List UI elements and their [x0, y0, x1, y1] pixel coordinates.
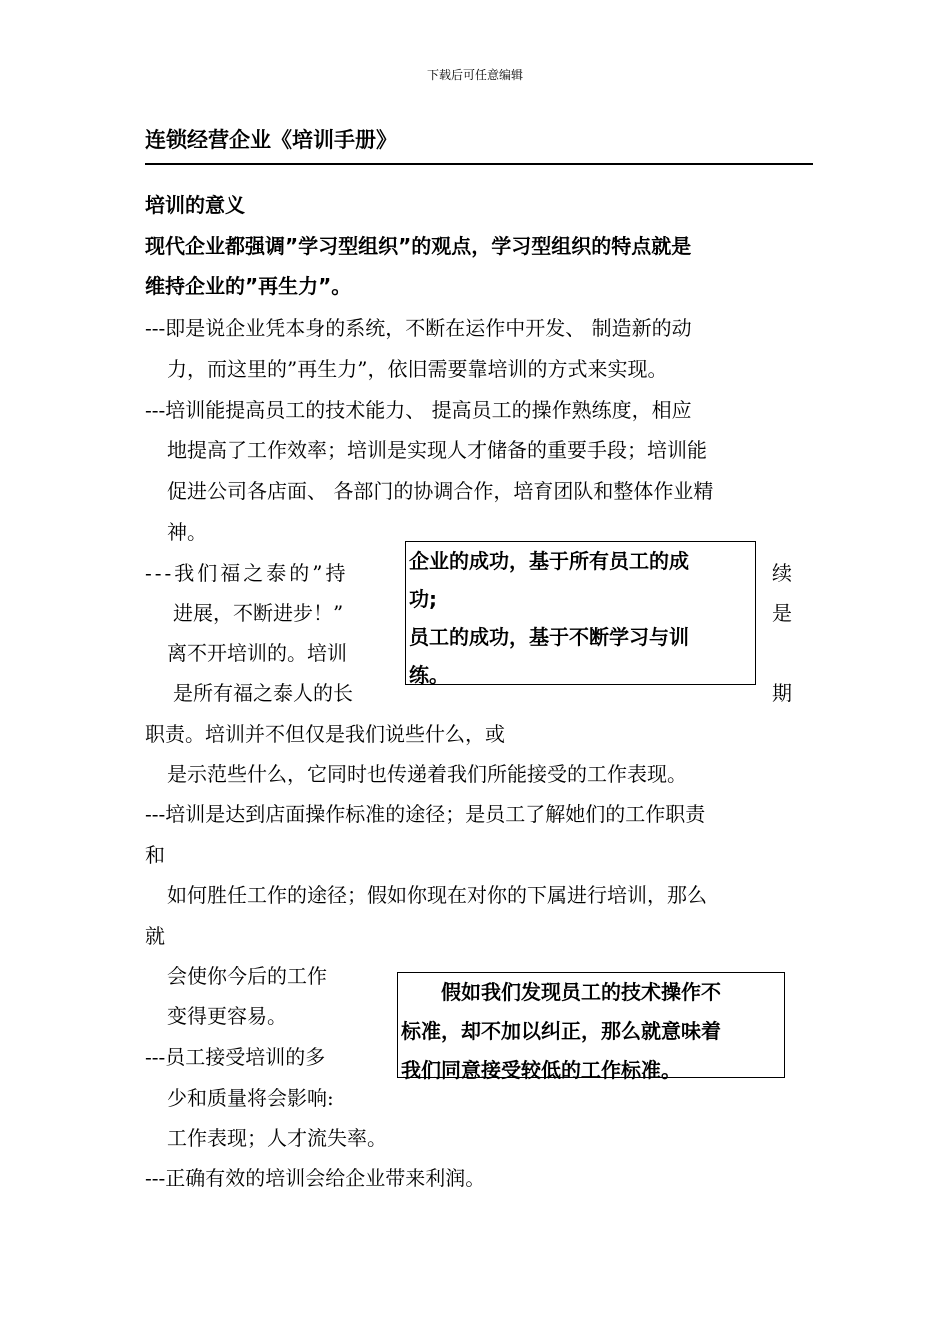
p3-right-line-2: 是 — [772, 601, 792, 625]
p3-right-line-1: 续 — [772, 561, 792, 585]
p5-line-1: ---员工接受培训的多 — [145, 1045, 326, 1069]
p3-left-line-3: 离不开培训的。培训 — [167, 641, 347, 665]
p3-left-line-1: ---我们福之泰的”持 — [145, 561, 349, 585]
section-title: 培训的意义 — [145, 193, 245, 217]
quote-box-standards-line-2: 标准，却不加以纠正，那么就意味着 — [401, 1019, 721, 1043]
p3-left-line-2: 进展，不断进步！” — [173, 601, 344, 625]
p4-line-5: 会使你今后的工作 — [167, 964, 327, 988]
quote-box-standards-line-3: 我们同意接受较低的工作标准。 — [401, 1058, 681, 1082]
p2-line-3: 促进公司各店面、 各部门的协调合作，培育团队和整体作业精 — [167, 479, 714, 503]
quote-box-standards-line-1: 假如我们发现员工的技术操作不 — [401, 980, 721, 1004]
title-divider — [145, 163, 813, 165]
p1-line-1: ---即是说企业凭本身的系统，不断在运作中开发、 制造新的动 — [145, 316, 692, 340]
quote-box-standards — [397, 972, 785, 1082]
p4-line-1: ---培训是达到店面操作标准的途径；是员工了解她们的工作职责 — [145, 802, 706, 826]
p4-line-3: 如何胜任工作的途径；假如你现在对你的下属进行培训，那么 — [167, 883, 707, 907]
intro-line-2: 维持企业的”再生力”。 — [145, 274, 352, 298]
p5-line-3: 工作表现；人才流失率。 — [167, 1126, 387, 1150]
p2-line-1: ---培训能提高员工的技术能力、 提高员工的操作熟练度，相应 — [145, 398, 692, 422]
p2-line-2: 地提高了工作效率；培训是实现人才储备的重要手段；培训能 — [167, 438, 707, 462]
quote-box-success-line-1: 企业的成功，基于所有员工的成 — [409, 549, 689, 573]
quote-box-success-line-4: 练。 — [409, 663, 449, 687]
document-title: 连锁经营企业《培训手册》 — [145, 128, 397, 152]
quote-box-success-line-2: 功; — [409, 587, 437, 611]
intro-line-1: 现代企业都强调”学习型组织”的观点，学习型组织的特点就是 — [145, 234, 692, 258]
quote-box-success-line-3: 员工的成功，基于不断学习与训 — [409, 625, 689, 649]
p3-tail-line-2: 是示范些什么，它同时也传递着我们所能接受的工作表现。 — [167, 762, 687, 786]
p4-line-2: 和 — [145, 843, 165, 867]
p3-right-line-4: 期 — [772, 681, 792, 705]
p3-tail-line-1: 职责。培训并不但仅是我们说些什么，或 — [145, 722, 505, 746]
p4-line-4: 就 — [145, 924, 165, 948]
p2-line-4: 神。 — [167, 520, 207, 544]
p4-line-6: 变得更容易。 — [167, 1004, 287, 1028]
page-header-note: 下载后可任意编辑 — [426, 68, 523, 82]
p3-left-line-4: 是所有福之泰人的长 — [173, 681, 353, 705]
quote-box-success — [405, 541, 756, 685]
p1-line-2: 力，而这里的”再生力”，依旧需要靠培训的方式来实现。 — [167, 357, 668, 381]
p6-line-1: ---正确有效的培训会给企业带来利润。 — [145, 1166, 486, 1190]
p5-line-2: 少和质量将会影响: — [167, 1086, 334, 1110]
